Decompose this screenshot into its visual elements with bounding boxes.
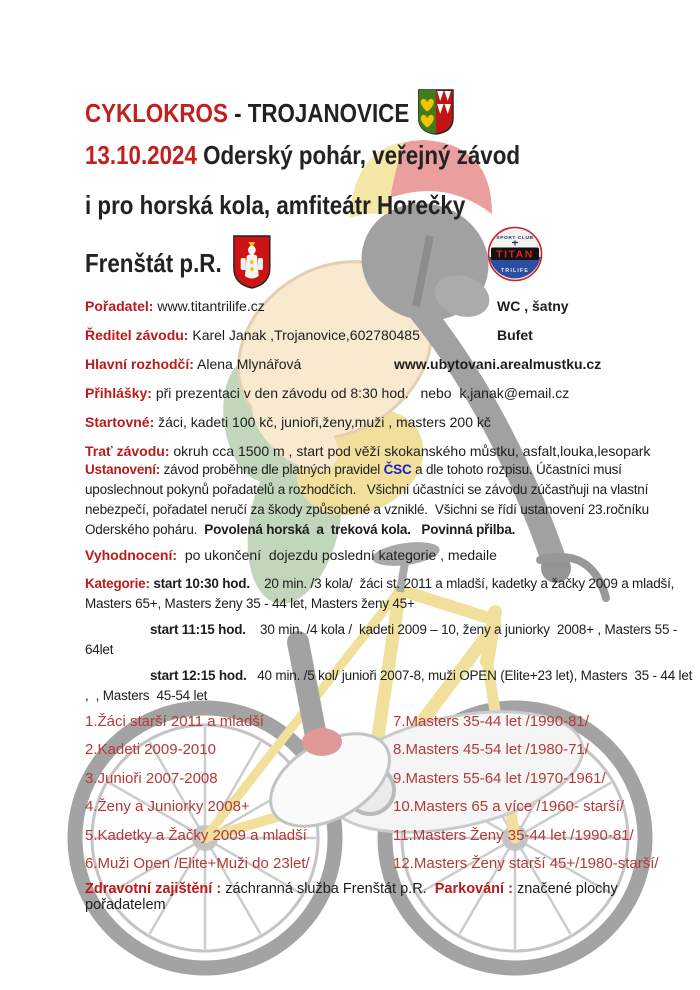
accommodation-url: www.ubytovani.arealmustku.cz [394,356,602,372]
titan-logo-name-text: TITAN [496,248,534,261]
list-item: 2.Kadeti 2009-2010 [85,741,216,759]
event-name: Oderský pohár, veřejný závod [196,140,521,170]
race-director-row [85,321,685,350]
buffet-note: Bufet [497,327,533,343]
list-item: 4.Ženy a Juniorky 2008+ [85,798,250,816]
start2-detail: 30 min. /4 kola / kadeti 2009 – 10, ženy a juniorky 2008+ , Masters 55 - 64let [85,622,681,657]
race-director-label: Ředitel závodu: [85,327,189,343]
event-date-line [85,138,520,172]
page-title [85,88,455,136]
category-list-right [393,711,659,881]
race-director-value: Karel Janak ,Trojanovice,602780485 [188,327,420,343]
entry-fee-value: žáci, kadeti 100 kč, junioři,ženy,muži , masters 200 kč [154,414,491,430]
chief-referee-row [85,350,685,379]
titan-logo-bottom-text: TRILIFE [501,268,529,274]
categories-start2-paragraph [85,620,697,660]
results-value: po ukončení dojezdu poslední kategorie , medaile [177,547,497,563]
titan-logo-top-text: SPORT CLUB [496,236,534,241]
list-item: 9.Masters 55-64 let /1970-1961/ [393,769,606,787]
list-item: 10.Masters 65 a více /1960- starší/ [393,798,624,816]
list-item: 3.Junioři 2007-2008 [85,769,218,787]
wc-lockers-note: WC , šatny [497,298,569,314]
event-location-line: i pro horská kola, amfiteátr Horečky [85,190,466,220]
title-black: - TROJANOVICE [227,98,410,128]
organizer-label: Pořadatel: [85,298,154,314]
entry-fee-label: Startovné: [85,414,155,430]
trojanovice-coat-of-arms-icon [417,88,455,136]
start3-time: start 12:15 hod. [150,668,247,683]
results-row [85,545,697,565]
titan-club-logo [487,226,543,282]
organizer-row [85,292,685,321]
rules-text-2: a dle tohoto rozpisu. Účastníci musí uposlechnout pokynů pořadatelů a rozhodčích. Všichni účastníci se závodu zúčastňuji na vlastní nebezpečí, pořadatel neručí za škody způsobené a vzniklé. Všichni se řídí ustanovení 23.ročníku Oderského poháru. [85,462,653,537]
organizer-value: www.titantrilife.cz [153,298,265,314]
allowed-bikes-note: Povolená horská a treková kola. [204,522,411,537]
medical-parking-row [85,881,697,913]
parking-label: Parkování : [434,881,513,897]
list-item: 11.Masters Ženy 35-44 let /1990-81/ [393,826,634,844]
categories-start1-paragraph [85,574,697,614]
csc-abbreviation: ČSC [383,462,412,477]
categories-label: Kategorie: [85,576,150,591]
list-item: 8.Masters 45-54 let /1980-71/ [393,741,589,759]
category-list-left [85,711,310,881]
results-label: Vyhodnocení: [85,547,178,563]
list-item: 7.Masters 35-44 let /1990-81/ [393,713,589,730]
city-line [85,234,272,290]
rules-text-1: závod proběhne dle platných pravidel [160,462,384,477]
chief-referee-value: Alena Mlynářová [193,356,302,372]
medical-label: Zdravotní zajištění : [85,881,222,897]
list-item: 1.Žáci starší 2011 a mladší [85,713,264,730]
parking-value: značené plochy pořadatelem [85,881,622,913]
categories-start3-paragraph [85,666,697,706]
chief-referee-label: Hlavní rozhodčí: [85,356,194,372]
start3-detail: 40 min. /5 kol/ junioři 2007-8, muži OPEN (Elite+23 let), Masters 35 - 44 let , , Masters 45-54 let [85,668,696,703]
start2-time: start 11:15 hod. [150,622,246,637]
list-item: 6.Muži Open /Elite+Muži do 23let/ [85,854,310,872]
registration-value: při prezentaci v den závodu od 8:30 hod. nebo k.janak@email.cz [151,385,570,401]
helmet-required-note: Povinná přilba. [410,522,516,537]
rules-label: Ustanovení: [85,462,161,477]
city-name: Frenštát p.R. [85,248,222,278]
list-item: 12.Masters Ženy starší 45+/1980-starší/ [393,854,659,872]
rules-paragraph [85,460,697,540]
registration-label: Přihlášky: [85,385,152,401]
start1-time: start 10:30 hod. [149,576,250,591]
info-rows [85,292,685,466]
course-value: okruh cca 1500 m , start pod věží skokanského můstku, asfalt,louka,lesopark [169,443,651,459]
course-label: Trať závodu: [85,443,170,459]
entry-fee-row [85,408,685,437]
registration-row [85,379,685,408]
list-item: 5.Kadetky a Žačky 2009 a mladší [85,826,307,844]
frenstat-coat-of-arms-icon [232,234,272,290]
medical-value: záchranná služba Frenštát p.R. [221,881,435,897]
start1-detail: 20 min. /3 kola/ žáci st. 2011 a mladší, kadetky a žačky 2009 a mladší, Masters 65+, Masters ženy 35 - 44 let, Masters ženy 45+ [85,576,678,611]
event-date: 13.10.2024 [85,140,197,170]
title-red: CYKLOKROS [85,98,228,128]
